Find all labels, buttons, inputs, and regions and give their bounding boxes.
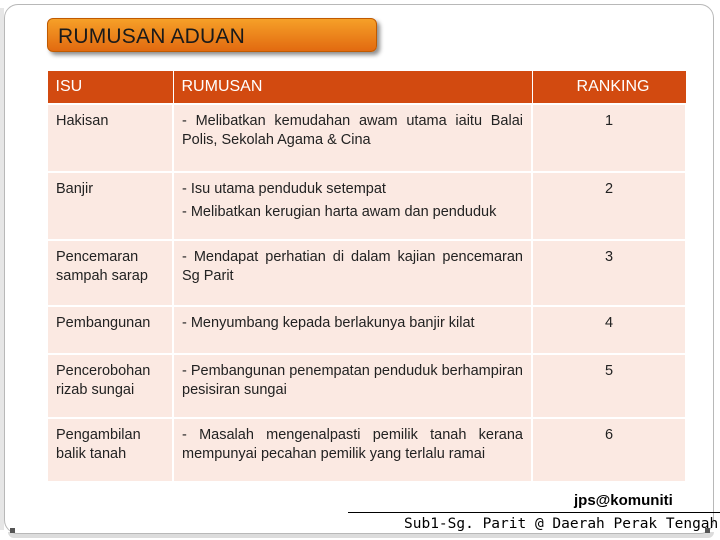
slide-title: RUMUSAN ADUAN	[58, 25, 245, 48]
rumusan-line: - Pembangunan penempatan penduduk berhampiran pesisiran sungai	[182, 363, 523, 398]
footer-divider	[348, 512, 720, 513]
cell-isu: Pencerobohan rizab sungai	[47, 354, 173, 418]
title-banner	[47, 18, 377, 52]
cell-rumusan	[173, 240, 532, 306]
table-row	[47, 240, 686, 306]
cell-isu: Pengambilan balik tanah	[47, 418, 173, 482]
table-row	[47, 418, 686, 482]
rumusan-line: - Mendapat perhatian di dalam kajian pencemaran Sg Parit	[182, 249, 523, 284]
rumusan-line: - Melibatkan kemudahan awam utama iaitu Balai Polis, Sekolah Agama & Cina	[182, 113, 523, 148]
cell-ranking: 4	[532, 306, 686, 354]
cell-isu: Pencemaran sampah sarap	[47, 240, 173, 306]
table-row	[47, 306, 686, 354]
corner-dot	[10, 528, 15, 533]
cell-rumusan	[173, 104, 532, 172]
rumusan-line: - Melibatkan kerugian harta awam dan penduduk	[182, 204, 497, 220]
header-ranking: RANKING	[532, 71, 686, 105]
cell-rumusan	[173, 306, 532, 354]
complaints-table	[46, 70, 687, 483]
cell-ranking: 5	[532, 354, 686, 418]
rumusan-line: - Masalah mengenalpasti pemilik tanah kerana mempunyai pecahan pemilik yang terlalu ramai	[182, 427, 523, 462]
footer-brand: jps@komuniti	[574, 492, 673, 509]
cell-ranking: 6	[532, 418, 686, 482]
cell-rumusan	[173, 354, 532, 418]
header-rumusan: RUMUSAN	[173, 71, 532, 105]
table-row	[47, 172, 686, 240]
cell-rumusan	[173, 172, 532, 240]
rumusan-line: - Isu utama penduduk setempat	[182, 181, 386, 197]
header-isu: ISU	[47, 71, 173, 105]
cell-isu: Hakisan	[47, 104, 173, 172]
cell-rumusan	[173, 418, 532, 482]
cell-isu: Banjir	[47, 172, 173, 240]
cell-isu: Pembangunan	[47, 306, 173, 354]
cell-ranking: 3	[532, 240, 686, 306]
table-header-row	[47, 71, 686, 105]
table-row	[47, 354, 686, 418]
cell-ranking: 1	[532, 104, 686, 172]
cell-ranking: 2	[532, 172, 686, 240]
table-row	[47, 104, 686, 172]
rumusan-line: - Menyumbang kepada berlakunya banjir kilat	[182, 315, 475, 331]
footer-location: Sub1-Sg. Parit @ Daerah Perak Tengah	[404, 516, 719, 532]
